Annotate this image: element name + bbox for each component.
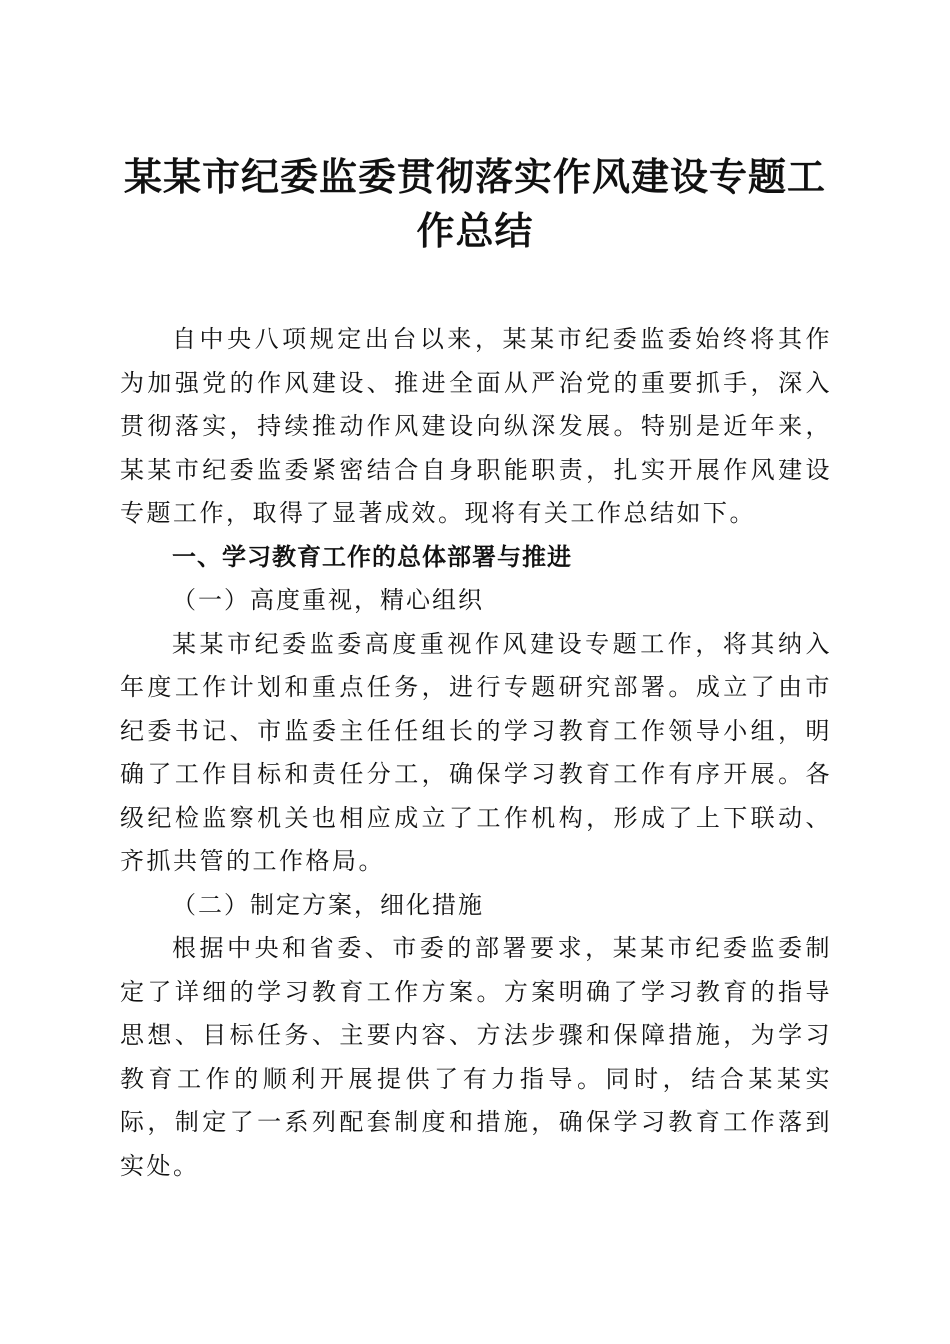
section-1-heading: 一、学习教育工作的总体部署与推进 (172, 542, 572, 571)
subsection-2-heading: （二）制定方案，细化措施 (172, 890, 484, 919)
subsection-1-heading: （一）高度重视，精心组织 (172, 586, 484, 614)
intro-paragraph: 自中央八项规定出台以来，某某市纪委监委始终将其作为加强党的作风建设、推进全面从严治党的重要抓手，深入贯彻落实，持续推动作风建设向纵深发展。特别是近年来，某某市纪委监委紧密结合自身职能职责，扎实开展作风建设专题工作，取得了显著成效。现将有关工作总结如下。 (120, 325, 832, 527)
subsection-1-paragraph: 某某市纪委监委高度重视作风建设专题工作，将其纳入年度工作计划和重点任务，进行专题研究部署。成立了由市纪委书记、市监委主任任组长的学习教育工作领导小组，明确了工作目标和责任分工，确保学习教育工作有序开展。各级纪检监察机关也相应成立了工作机构，形成了上下联动、齐抓共管的工作格局。 (120, 629, 832, 875)
document-body (120, 318, 832, 1188)
document-title: 某某市纪委监委贯彻落实作风建设专题工作总结 (123, 154, 826, 253)
subsection-2-paragraph: 根据中央和省委、市委的部署要求，某某市纪委监委制定了详细的学习教育工作方案。方案明确了学习教育的指导思想、目标任务、主要内容、方法步骤和保障措施，为学习教育工作的顺利开展提供了有力指导。同时，结合某某实际，制定了一系列配套制度和措施，确保学习教育工作落到实处。 (120, 934, 832, 1180)
